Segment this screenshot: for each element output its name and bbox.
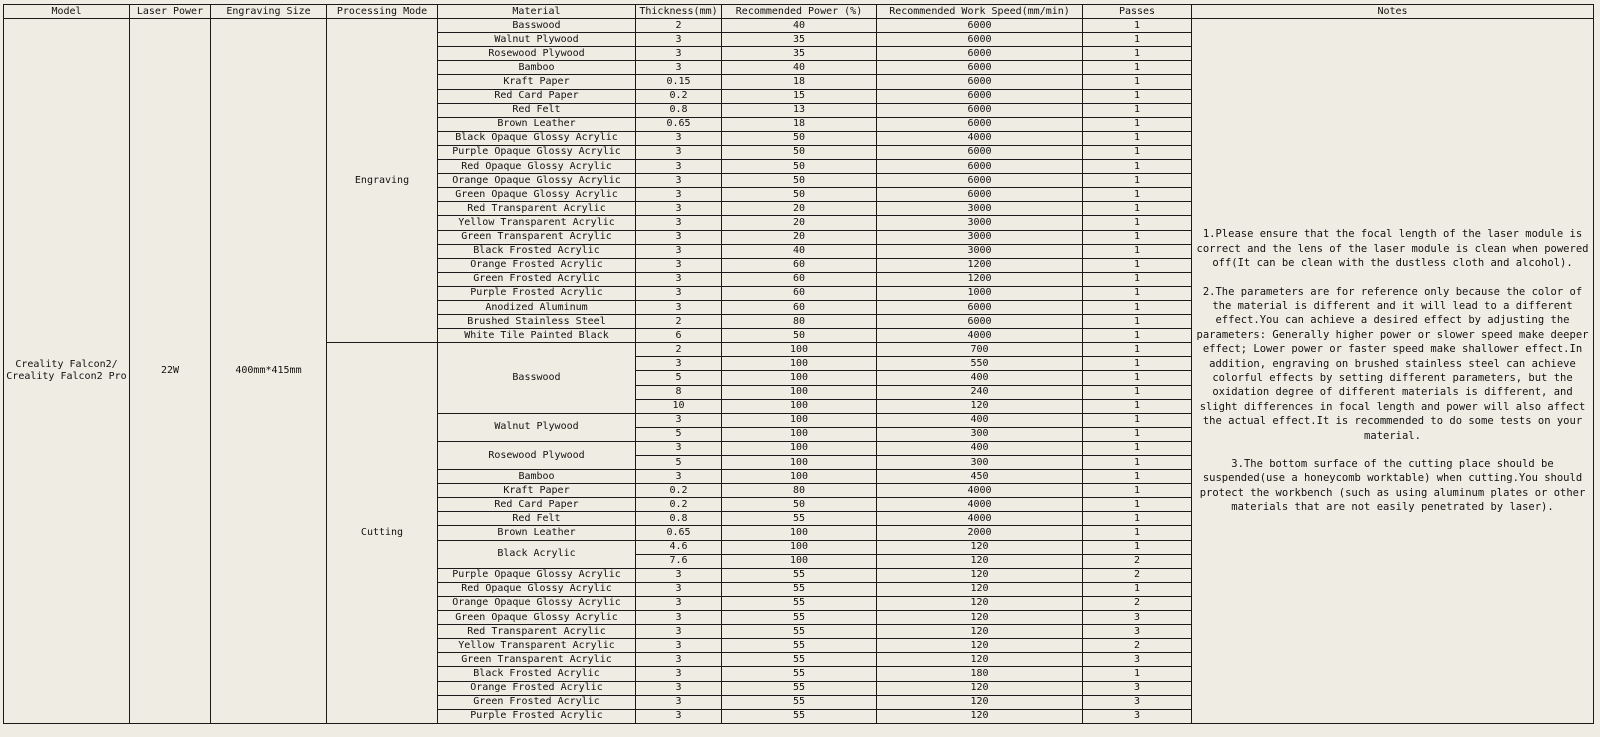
- material-cell: Green Opaque Glossy Acrylic: [438, 188, 636, 202]
- passes-cell: 1: [1083, 582, 1192, 596]
- thickness-cell: 0.2: [636, 484, 722, 498]
- header-notes: Notes: [1192, 5, 1594, 19]
- passes-cell: 1: [1083, 33, 1192, 47]
- speed-cell: 3000: [877, 244, 1083, 258]
- thickness-cell: 3: [636, 145, 722, 159]
- power-cell: 60: [722, 286, 877, 300]
- thickness-cell: 3: [636, 33, 722, 47]
- speed-cell: 6000: [877, 300, 1083, 314]
- speed-cell: 4000: [877, 131, 1083, 145]
- thickness-cell: 5: [636, 456, 722, 470]
- power-cell: 50: [722, 174, 877, 188]
- thickness-cell: 8: [636, 385, 722, 399]
- thickness-cell: 3: [636, 160, 722, 174]
- speed-cell: 120: [877, 554, 1083, 568]
- model-cell: Creality Falcon2/ Creality Falcon2 Pro: [4, 19, 130, 724]
- speed-cell: 6000: [877, 160, 1083, 174]
- material-cell: Orange Opaque Glossy Acrylic: [438, 596, 636, 610]
- speed-cell: 240: [877, 385, 1083, 399]
- speed-cell: 3000: [877, 230, 1083, 244]
- material-cell: Green Frosted Acrylic: [438, 695, 636, 709]
- power-cell: 50: [722, 131, 877, 145]
- passes-cell: 1: [1083, 540, 1192, 554]
- passes-cell: 1: [1083, 19, 1192, 33]
- speed-cell: 1000: [877, 286, 1083, 300]
- power-cell: 50: [722, 145, 877, 159]
- passes-cell: 1: [1083, 427, 1192, 441]
- passes-cell: 1: [1083, 456, 1192, 470]
- passes-cell: 1: [1083, 216, 1192, 230]
- thickness-cell: 3: [636, 258, 722, 272]
- speed-cell: 120: [877, 582, 1083, 596]
- material-cell: Yellow Transparent Acrylic: [438, 639, 636, 653]
- power-cell: 100: [722, 357, 877, 371]
- thickness-cell: 3: [636, 639, 722, 653]
- header-engraving-size: Engraving Size: [211, 5, 327, 19]
- header-model: Model: [4, 5, 130, 19]
- passes-cell: 1: [1083, 343, 1192, 357]
- power-cell: 50: [722, 160, 877, 174]
- thickness-cell: 3: [636, 357, 722, 371]
- material-cell: White Tile Painted Black: [438, 329, 636, 343]
- thickness-cell: 3: [636, 582, 722, 596]
- power-cell: 55: [722, 512, 877, 526]
- power-cell: 20: [722, 216, 877, 230]
- thickness-cell: 3: [636, 653, 722, 667]
- thickness-cell: 3: [636, 695, 722, 709]
- notes-cell: [1192, 19, 1594, 724]
- power-cell: 55: [722, 582, 877, 596]
- power-cell: 35: [722, 47, 877, 61]
- header-material: Material: [438, 5, 636, 19]
- speed-cell: 3000: [877, 202, 1083, 216]
- passes-cell: 1: [1083, 89, 1192, 103]
- thickness-cell: 3: [636, 625, 722, 639]
- power-cell: 100: [722, 343, 877, 357]
- speed-cell: 6000: [877, 174, 1083, 188]
- thickness-cell: 2: [636, 343, 722, 357]
- material-cell: Green Transparent Acrylic: [438, 653, 636, 667]
- thickness-cell: 3: [636, 470, 722, 484]
- passes-cell: 1: [1083, 315, 1192, 329]
- power-cell: 55: [722, 695, 877, 709]
- thickness-cell: 3: [636, 244, 722, 258]
- passes-cell: 1: [1083, 160, 1192, 174]
- speed-cell: 6000: [877, 103, 1083, 117]
- thickness-cell: 3: [636, 272, 722, 286]
- power-cell: 20: [722, 202, 877, 216]
- thickness-cell: 0.15: [636, 75, 722, 89]
- note-paragraph: 2.The parameters are for reference only because the color of the material is different and it will lead to a different effect.You can achieve a desired effect by adjusting the parameters: Generally higher power or slower speed make deeper effect; Lower power or faster speed make shallower effect.In addition, engraving on brushed stainless steel can achieve colorful effects by setting different parameters, but the oxidation degree of different materials is different, and slight differences in focal length and power will also affect the actual effect.It is recommended to do some tests on your material.: [1196, 285, 1589, 442]
- material-cell: Bamboo: [438, 61, 636, 75]
- speed-cell: 180: [877, 667, 1083, 681]
- thickness-cell: 3: [636, 667, 722, 681]
- material-cell: Red Opaque Glossy Acrylic: [438, 160, 636, 174]
- passes-cell: 1: [1083, 103, 1192, 117]
- mode-engraving-cell: Engraving: [327, 19, 438, 343]
- speed-cell: 4000: [877, 484, 1083, 498]
- passes-cell: 1: [1083, 441, 1192, 455]
- speed-cell: 6000: [877, 315, 1083, 329]
- power-cell: 55: [722, 568, 877, 582]
- speed-cell: 6000: [877, 47, 1083, 61]
- header-recommended-power: Recommended Power (%): [722, 5, 877, 19]
- material-cell: Brushed Stainless Steel: [438, 315, 636, 329]
- material-cell: Brown Leather: [438, 526, 636, 540]
- speed-cell: 120: [877, 709, 1083, 723]
- passes-cell: 1: [1083, 145, 1192, 159]
- material-cell: Red Opaque Glossy Acrylic: [438, 582, 636, 596]
- thickness-cell: 3: [636, 47, 722, 61]
- power-cell: 100: [722, 554, 877, 568]
- passes-cell: 3: [1083, 681, 1192, 695]
- power-cell: 100: [722, 427, 877, 441]
- passes-cell: 1: [1083, 512, 1192, 526]
- thickness-cell: 0.65: [636, 117, 722, 131]
- header-recommended-speed: Recommended Work Speed(mm/min): [877, 5, 1083, 19]
- speed-cell: 6000: [877, 75, 1083, 89]
- passes-cell: 2: [1083, 596, 1192, 610]
- passes-cell: 1: [1083, 484, 1192, 498]
- passes-cell: 2: [1083, 568, 1192, 582]
- thickness-cell: 0.2: [636, 89, 722, 103]
- passes-cell: 1: [1083, 188, 1192, 202]
- material-cell: Basswood: [438, 343, 636, 413]
- passes-cell: 1: [1083, 258, 1192, 272]
- speed-cell: 1200: [877, 258, 1083, 272]
- power-cell: 60: [722, 272, 877, 286]
- speed-cell: 120: [877, 568, 1083, 582]
- material-cell: Kraft Paper: [438, 484, 636, 498]
- thickness-cell: 3: [636, 709, 722, 723]
- material-cell: Green Frosted Acrylic: [438, 272, 636, 286]
- power-cell: 35: [722, 33, 877, 47]
- material-cell: Brown Leather: [438, 117, 636, 131]
- passes-cell: 2: [1083, 554, 1192, 568]
- passes-cell: 1: [1083, 272, 1192, 286]
- speed-cell: 3000: [877, 216, 1083, 230]
- passes-cell: 1: [1083, 357, 1192, 371]
- power-cell: 55: [722, 596, 877, 610]
- thickness-cell: 3: [636, 188, 722, 202]
- power-cell: 100: [722, 441, 877, 455]
- power-cell: 40: [722, 244, 877, 258]
- material-cell: Red Transparent Acrylic: [438, 202, 636, 216]
- passes-cell: 1: [1083, 413, 1192, 427]
- thickness-cell: 2: [636, 315, 722, 329]
- speed-cell: 4000: [877, 512, 1083, 526]
- power-cell: 40: [722, 19, 877, 33]
- speed-cell: 700: [877, 343, 1083, 357]
- passes-cell: 1: [1083, 300, 1192, 314]
- speed-cell: 6000: [877, 117, 1083, 131]
- material-cell: Rosewood Plywood: [438, 47, 636, 61]
- thickness-cell: 3: [636, 202, 722, 216]
- power-cell: 100: [722, 385, 877, 399]
- header-thickness: Thickness(mm): [636, 5, 722, 19]
- passes-cell: 1: [1083, 202, 1192, 216]
- power-cell: 18: [722, 117, 877, 131]
- material-cell: Black Frosted Acrylic: [438, 244, 636, 258]
- thickness-cell: 3: [636, 230, 722, 244]
- thickness-cell: 0.8: [636, 512, 722, 526]
- power-cell: 55: [722, 681, 877, 695]
- material-cell: Red Card Paper: [438, 498, 636, 512]
- power-cell: 55: [722, 653, 877, 667]
- material-cell: Rosewood Plywood: [438, 441, 636, 469]
- material-cell: Green Opaque Glossy Acrylic: [438, 611, 636, 625]
- thickness-cell: 3: [636, 413, 722, 427]
- thickness-cell: 3: [636, 611, 722, 625]
- material-cell: Yellow Transparent Acrylic: [438, 216, 636, 230]
- power-cell: 15: [722, 89, 877, 103]
- material-cell: Red Felt: [438, 103, 636, 117]
- material-cell: Orange Frosted Acrylic: [438, 681, 636, 695]
- speed-cell: 120: [877, 540, 1083, 554]
- speed-cell: 300: [877, 427, 1083, 441]
- power-cell: 100: [722, 456, 877, 470]
- thickness-cell: 3: [636, 216, 722, 230]
- speed-cell: 6000: [877, 89, 1083, 103]
- passes-cell: 1: [1083, 667, 1192, 681]
- thickness-cell: 4.6: [636, 540, 722, 554]
- material-cell: Red Card Paper: [438, 89, 636, 103]
- mode-cutting-cell: Cutting: [327, 343, 438, 724]
- material-cell: Black Acrylic: [438, 540, 636, 568]
- laser-power-cell: 22W: [130, 19, 211, 724]
- passes-cell: 1: [1083, 61, 1192, 75]
- power-cell: 80: [722, 484, 877, 498]
- speed-cell: 300: [877, 456, 1083, 470]
- power-cell: 55: [722, 709, 877, 723]
- thickness-cell: 2: [636, 19, 722, 33]
- material-cell: Walnut Plywood: [438, 413, 636, 441]
- note-paragraph: 1.Please ensure that the focal length of the laser module is correct and the lens of the laser module is clean when powered off(It can be clean with the dustless cloth and alcohol).: [1196, 228, 1589, 270]
- power-cell: 60: [722, 300, 877, 314]
- material-cell: Purple Frosted Acrylic: [438, 286, 636, 300]
- power-cell: 80: [722, 315, 877, 329]
- power-cell: 55: [722, 639, 877, 653]
- speed-cell: 120: [877, 399, 1083, 413]
- thickness-cell: 6: [636, 329, 722, 343]
- passes-cell: 1: [1083, 75, 1192, 89]
- speed-cell: 120: [877, 653, 1083, 667]
- passes-cell: 1: [1083, 244, 1192, 258]
- speed-cell: 400: [877, 441, 1083, 455]
- speed-cell: 6000: [877, 188, 1083, 202]
- speed-cell: 2000: [877, 526, 1083, 540]
- thickness-cell: 3: [636, 681, 722, 695]
- power-cell: 55: [722, 625, 877, 639]
- power-cell: 100: [722, 413, 877, 427]
- table-row: [4, 19, 1594, 33]
- header-laser-power: Laser Power: [130, 5, 211, 19]
- header-row: [4, 5, 1594, 19]
- thickness-cell: 3: [636, 61, 722, 75]
- passes-cell: 1: [1083, 230, 1192, 244]
- thickness-cell: 0.8: [636, 103, 722, 117]
- passes-cell: 1: [1083, 526, 1192, 540]
- speed-cell: 4000: [877, 498, 1083, 512]
- speed-cell: 120: [877, 596, 1083, 610]
- power-cell: 100: [722, 526, 877, 540]
- material-cell: Purple Frosted Acrylic: [438, 709, 636, 723]
- passes-cell: 1: [1083, 286, 1192, 300]
- material-cell: Bamboo: [438, 470, 636, 484]
- thickness-cell: 3: [636, 300, 722, 314]
- speed-cell: 450: [877, 470, 1083, 484]
- power-cell: 40: [722, 61, 877, 75]
- material-cell: Red Felt: [438, 512, 636, 526]
- thickness-cell: 0.65: [636, 526, 722, 540]
- passes-cell: 1: [1083, 131, 1192, 145]
- power-cell: 13: [722, 103, 877, 117]
- material-cell: Orange Opaque Glossy Acrylic: [438, 174, 636, 188]
- power-cell: 20: [722, 230, 877, 244]
- engraving-size-cell: 400mm*415mm: [211, 19, 327, 724]
- material-cell: Walnut Plywood: [438, 33, 636, 47]
- passes-cell: 1: [1083, 385, 1192, 399]
- passes-cell: 1: [1083, 371, 1192, 385]
- power-cell: 100: [722, 540, 877, 554]
- passes-cell: 1: [1083, 399, 1192, 413]
- speed-cell: 6000: [877, 145, 1083, 159]
- material-cell: Basswood: [438, 19, 636, 33]
- passes-cell: 3: [1083, 653, 1192, 667]
- speed-cell: 550: [877, 357, 1083, 371]
- speed-cell: 6000: [877, 19, 1083, 33]
- material-cell: Purple Opaque Glossy Acrylic: [438, 568, 636, 582]
- thickness-cell: 7.6: [636, 554, 722, 568]
- material-cell: Red Transparent Acrylic: [438, 625, 636, 639]
- thickness-cell: 3: [636, 441, 722, 455]
- thickness-cell: 3: [636, 596, 722, 610]
- speed-cell: 120: [877, 695, 1083, 709]
- power-cell: 100: [722, 371, 877, 385]
- speed-cell: 6000: [877, 33, 1083, 47]
- passes-cell: 3: [1083, 695, 1192, 709]
- passes-cell: 2: [1083, 639, 1192, 653]
- passes-cell: 3: [1083, 611, 1192, 625]
- thickness-cell: 5: [636, 427, 722, 441]
- passes-cell: 1: [1083, 174, 1192, 188]
- speed-cell: 400: [877, 371, 1083, 385]
- speed-cell: 120: [877, 611, 1083, 625]
- speed-cell: 120: [877, 625, 1083, 639]
- header-processing-mode: Processing Mode: [327, 5, 438, 19]
- speed-cell: 6000: [877, 61, 1083, 75]
- material-cell: Black Frosted Acrylic: [438, 667, 636, 681]
- power-cell: 18: [722, 75, 877, 89]
- material-cell: Orange Frosted Acrylic: [438, 258, 636, 272]
- material-cell: Green Transparent Acrylic: [438, 230, 636, 244]
- passes-cell: 1: [1083, 498, 1192, 512]
- speed-cell: 120: [877, 681, 1083, 695]
- passes-cell: 1: [1083, 117, 1192, 131]
- passes-cell: 1: [1083, 47, 1192, 61]
- power-cell: 50: [722, 498, 877, 512]
- passes-cell: 1: [1083, 470, 1192, 484]
- speed-cell: 400: [877, 413, 1083, 427]
- note-paragraph: 3.The bottom surface of the cutting place should be suspended(use a honeycomb worktable) when cutting.You should protect the workbench (such as using aluminum plates or other materials that are not easily penetrated by laser).: [1199, 457, 1586, 514]
- passes-cell: 1: [1083, 329, 1192, 343]
- speed-cell: 120: [877, 639, 1083, 653]
- laser-parameters-table: [3, 4, 1594, 724]
- power-cell: 50: [722, 188, 877, 202]
- power-cell: 100: [722, 470, 877, 484]
- thickness-cell: 3: [636, 286, 722, 300]
- thickness-cell: 10: [636, 399, 722, 413]
- power-cell: 50: [722, 329, 877, 343]
- power-cell: 60: [722, 258, 877, 272]
- speed-cell: 4000: [877, 329, 1083, 343]
- thickness-cell: 3: [636, 131, 722, 145]
- passes-cell: 3: [1083, 709, 1192, 723]
- material-cell: Black Opaque Glossy Acrylic: [438, 131, 636, 145]
- speed-cell: 1200: [877, 272, 1083, 286]
- power-cell: 55: [722, 667, 877, 681]
- power-cell: 55: [722, 611, 877, 625]
- material-cell: Anodized Aluminum: [438, 300, 636, 314]
- material-cell: Kraft Paper: [438, 75, 636, 89]
- passes-cell: 3: [1083, 625, 1192, 639]
- thickness-cell: 3: [636, 174, 722, 188]
- thickness-cell: 3: [636, 568, 722, 582]
- thickness-cell: 0.2: [636, 498, 722, 512]
- power-cell: 100: [722, 399, 877, 413]
- thickness-cell: 5: [636, 371, 722, 385]
- header-passes: Passes: [1083, 5, 1192, 19]
- material-cell: Purple Opaque Glossy Acrylic: [438, 145, 636, 159]
